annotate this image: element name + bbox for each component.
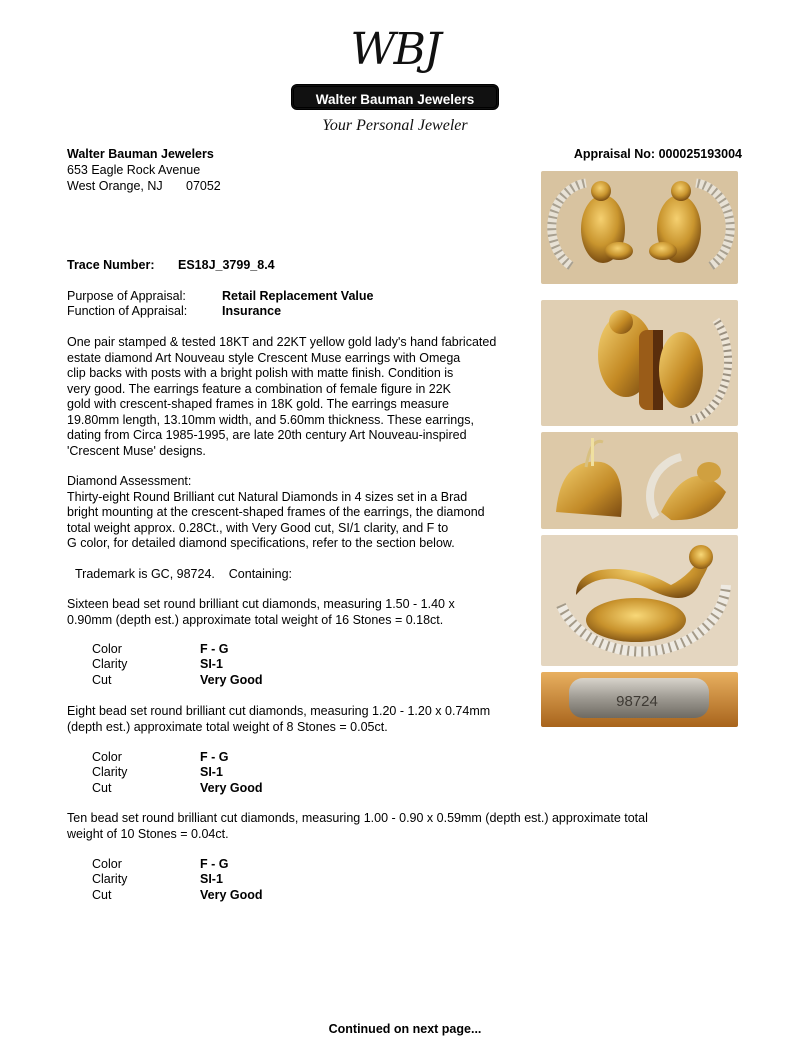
- cut-label: Cut: [92, 781, 112, 795]
- cut-label: Cut: [92, 888, 112, 902]
- diamond-assessment: [67, 474, 485, 552]
- description-line: 'Crescent Muse' designs.: [67, 443, 206, 458]
- cut-label: Cut: [92, 673, 112, 687]
- hallmark-stamp-text: 98724: [616, 693, 658, 710]
- color-value: F - G: [200, 750, 229, 764]
- clarity-value: SI-1: [200, 872, 223, 886]
- clarity-value: SI-1: [200, 765, 223, 779]
- trace-label: Trace Number:: [67, 258, 155, 272]
- color-value: F - G: [200, 642, 229, 656]
- function-label: Function of Appraisal:: [67, 304, 188, 318]
- company-logo: [285, 22, 505, 140]
- diamond-group-line: (depth est.) approximate total weight of 8 Stones = 0.05ct.: [67, 719, 388, 734]
- diamond-group-line: Eight bead set round brilliant cut diamonds, measuring 1.20 - 1.20 x 0.74mm: [67, 704, 491, 718]
- cut-value: Very Good: [200, 888, 263, 902]
- earrings-photo-back: [541, 432, 738, 529]
- diamond-group-line: Sixteen bead set round brilliant cut diamonds, measuring 1.50 - 1.40 x: [67, 597, 455, 611]
- item-description: [67, 335, 496, 459]
- logo-tagline: Your Personal Jeweler: [322, 117, 468, 134]
- cut-value: Very Good: [200, 673, 263, 687]
- appraisal-number-value: 000025193004: [658, 147, 742, 161]
- earrings-photo-front: [541, 171, 738, 284]
- trace-value: ES18J_3799_8.4: [178, 258, 275, 272]
- clarity-label: Clarity: [92, 872, 128, 886]
- clarity-value: SI-1: [200, 657, 223, 671]
- clarity-label: Clarity: [92, 657, 128, 671]
- diamond-group-description: [67, 597, 455, 628]
- diamond-group-description: [67, 704, 490, 735]
- description-line: dating from Circa 1985-1995, are late 20th century Art Nouveau-inspired: [67, 428, 467, 442]
- description-line: very good. The earrings feature a combination of female figure in 22K: [67, 381, 452, 396]
- diamond-assessment-line: bright mounting at the crescent-shaped frames of the earrings, the diamond: [67, 505, 485, 519]
- company-name: Walter Bauman Jewelers: [67, 147, 214, 161]
- description-line: clip backs with posts with a bright polish with matte finish. Condition is: [67, 366, 454, 380]
- description-line: 19.80mm length, 13.10mm width, and 5.60mm thickness. These earrings,: [67, 412, 474, 427]
- company-city-state: West Orange, NJ: [67, 179, 163, 193]
- company-address: 653 Eagle Rock Avenue: [67, 163, 201, 177]
- logo-monogram: WBJ: [350, 24, 440, 75]
- color-value: F - G: [200, 857, 229, 871]
- purpose-value: Retail Replacement Value: [222, 289, 374, 303]
- purpose-label: Purpose of Appraisal:: [67, 289, 186, 303]
- description-line: estate diamond Art Nouveau style Crescent Muse earrings with Omega: [67, 350, 461, 365]
- color-label: Color: [92, 857, 122, 871]
- color-label: Color: [92, 642, 122, 656]
- function-value: Insurance: [222, 304, 282, 318]
- clarity-label: Clarity: [92, 765, 128, 779]
- description-line: gold with crescent-shaped frames in 18K gold. The earrings measure: [67, 397, 449, 411]
- diamond-group-line: Ten bead set round brilliant cut diamonds, measuring 1.00 - 0.90 x 0.59mm (depth est.) approximate total: [67, 811, 648, 825]
- cut-value: Very Good: [200, 781, 263, 795]
- company-zip: 07052: [186, 179, 221, 193]
- appraisal-number: [574, 147, 742, 163]
- diamond-assessment-heading: Diamond Assessment:: [67, 474, 192, 488]
- diamond-assessment-line: G color, for detailed diamond specifications, refer to the section below.: [67, 536, 455, 550]
- continued-note: Continued on next page...: [328, 1022, 482, 1036]
- diamond-group-description: [67, 811, 648, 842]
- diamond-assessment-line: total weight approx. 0.28Ct., with Very Good cut, SI/1 clarity, and F to: [67, 520, 449, 535]
- description-line: One pair stamped & tested 18KT and 22KT yellow gold lady's hand fabricated: [67, 335, 497, 349]
- diamond-assessment-line: Thirty-eight Round Brilliant cut Natural Diamonds in 4 sizes set in a Brad: [67, 489, 468, 504]
- color-label: Color: [92, 750, 122, 764]
- diamond-group-line: weight of 10 Stones = 0.04ct.: [67, 826, 229, 841]
- hallmark-stamp-photo: [541, 672, 738, 727]
- logo-company-plate: Walter Bauman Jewelers: [291, 84, 499, 110]
- trademark-note: Trademark is GC, 98724. Containing:: [75, 567, 292, 581]
- appraisal-number-label: Appraisal No:: [573, 147, 656, 161]
- earring-photo-closeup: [541, 535, 738, 666]
- diamond-group-line: 0.90mm (depth est.) approximate total weight of 16 Stones = 0.18ct.: [67, 612, 444, 627]
- earrings-photo-side: [541, 300, 738, 426]
